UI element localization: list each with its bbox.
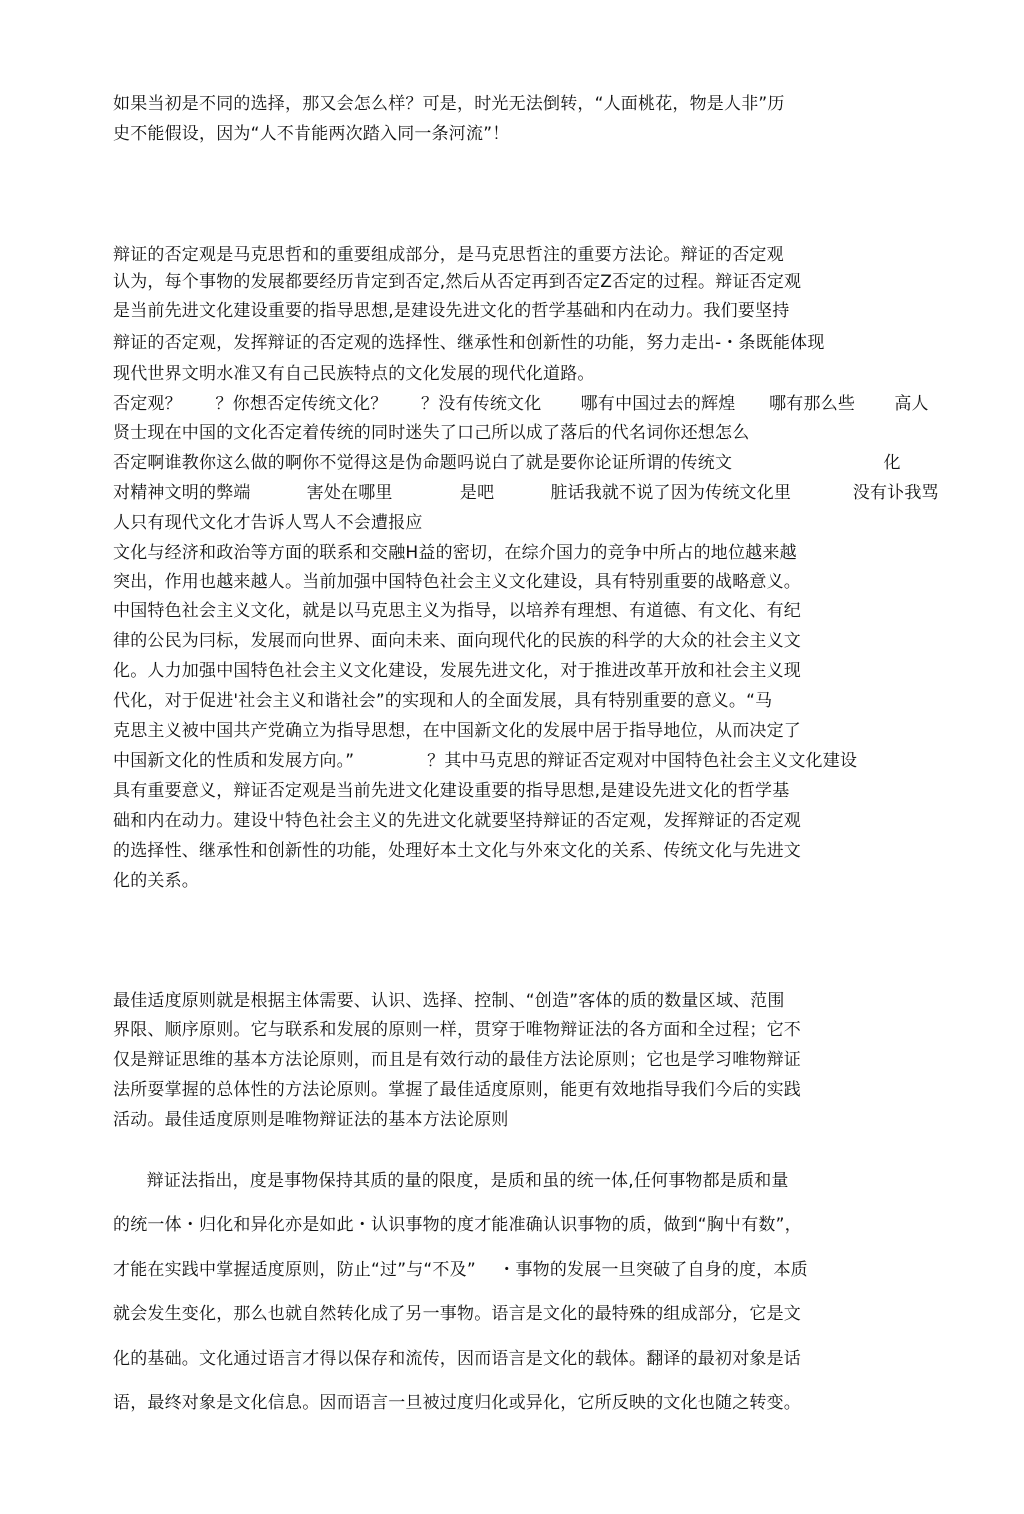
- text-line: 化。人力加强中国特色社会主义文化建设，发展先进文化，对于推进改革开放和社会主义现: [113, 661, 801, 681]
- text-line: 础和内在动力。建设屮特色社会主义的先进文化就要坚持辩证的否定观，发挥辩证的否定观: [113, 811, 801, 831]
- text-line: 就会发生变化，那么也就自然转化成了另一事物。语言是文化的最特殊的组成部分，它是文: [113, 1304, 801, 1324]
- text-line: 否定啊谁教你这么做的啊你不觉得这是伪命题吗说白了就是要你论证所谓的传统文 化: [113, 453, 901, 473]
- text-line: 化的关系。: [113, 871, 199, 891]
- text-line: 辩证法指出，度是事物保持其质的量的限度，是质和虽的统一体,任何事物都是质和量: [113, 1171, 789, 1191]
- text-line: 的统一体・归化和异化亦是如此・认识事物的度才能准确认识事物的质，做到“胸屮有数”，: [113, 1215, 802, 1235]
- text-line: 史不能假设，因为“人不肯能两次踏入同一条河流”！: [113, 124, 510, 144]
- text-line: 是当前先进文化建设重要的指导思想,是建设先进文化的哲学基础和内在动力。我们要坚持: [113, 301, 790, 321]
- text-line: 仅是辩证思维的基本方法论原则，而且是有效行动的最佳方法论原则；它也是学习唯物辩证: [113, 1050, 801, 1070]
- text-line: 文化与经济和政治等方面的联系和交融H益的密切，在综介国力的竞争中所占的地位越来越: [113, 543, 797, 563]
- text-line: 化的基础。文化通过语言才得以保存和流传，因而语言是文化的载体。翻译的最初对象是话: [113, 1349, 801, 1369]
- text-line: 人只有现代文化才告诉人骂人不会遭报应: [113, 513, 423, 533]
- text-line: 活动。最佳适度原则是唯物辩证法的基本方法论原则: [113, 1110, 509, 1130]
- text-line: 突出，作用也越来越人。当前加强中国特色社会主义文化建设，具有特别重要的战略意义。: [113, 572, 801, 592]
- text-line: 才能在实践中掌握适度原则，防止“过”与“不及” ・事物的发展一旦突破了自身的度，本质: [113, 1260, 808, 1280]
- text-line: 如果当初是不同的选择，那又会怎么样？可是，时光无法倒转，“人面桃花，物是人非”历: [113, 94, 785, 114]
- text-line: 界限、顺序原则。它与联系和发展的原则一样，贯穿于唯物辩证法的各方面和全过程；它不: [113, 1020, 801, 1040]
- text-line: 的选择性、继承性和创新性的功能，处理好本土文化与外來文化的关系、传统文化与先进文: [113, 841, 801, 861]
- text-line: 代化，对于促进'社会主义和谐社会”的实现和人的全面发展，具有特别重要的意义。“马: [113, 691, 773, 711]
- text-line: 语，最终对象是文化信息。因而语言一旦被过度归化或异化，它所反映的文化也随之转变。: [113, 1393, 801, 1413]
- text-line: 贤士现在中国的文化否定着传统的同时迷失了口己所以成了落后的代名词你还想怎么: [113, 423, 750, 443]
- text-line: 最佳适度原则就是根据主体需要、认识、选择、控制、“创造”客体的质的数量区域、范围: [113, 991, 785, 1011]
- text-line: 对精神文明的弊端 害处在哪里 是吧 脏话我就不说了因为传统文化里 没有讣我骂: [113, 483, 939, 503]
- text-line: 法所耍掌握的总体性的方法论原则。掌握了最佳适度原则，能更有效地指导我们今后的实践: [113, 1080, 801, 1100]
- text-line: 中国特色社会主义文化，就是以马克思主义为指导，以培养有理想、有道德、有文化、有纪: [113, 601, 801, 621]
- text-line: 具有重要意义，辩证否定观是当前先进文化建设重要的指导思想,是建设先进文化的哲学基: [113, 781, 790, 801]
- text-line: 认为，每个事物的发展都要经历肯定到否定,然后从否定再到否定Z否定的过程。辩证否定观: [113, 272, 802, 292]
- text-line: 中国新文化的性质和发展方向。” ？其中马克思的辩证否定观对中国特色社会主义文化建设: [113, 751, 858, 771]
- text-line: 辩证的否定观是马克思哲和的重要组成部分，是马克思哲注的重要方法论。辩证的否定观: [113, 245, 784, 265]
- text-line: 现代世界文明水准又有自己民族特点的文化发展的现代化道路。: [113, 364, 595, 384]
- text-line: 辩证的否定观，发挥辩证的否定观的选择性、继承性和创新性的功能，努力走出-・条既能体现: [113, 333, 825, 353]
- text-line: 否定观？ ？你想否定传统文化？ ？没有传统文化 哪有中国过去的辉煌 哪有那么些 高人: [113, 394, 929, 414]
- text-line: 克思主义被中国共产党确立为指导思想，在中国新文化的发展中居于指导地位，从而决定了: [113, 721, 801, 741]
- text-line: 律的公民为冃标，发展而向世界、面向未来、面向现代化的民族的科学的大众的社会主义文: [113, 631, 801, 651]
